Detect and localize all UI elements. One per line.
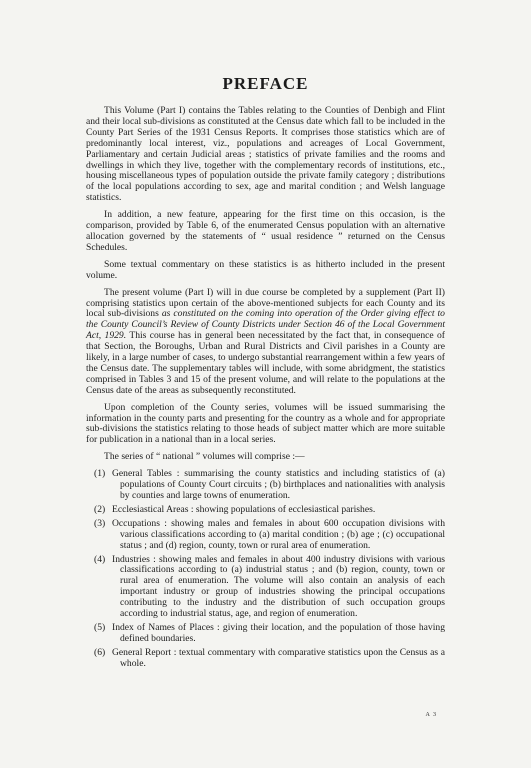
list-item-number: (3) [94, 517, 106, 529]
paragraph-supplement-start: The present volume (Part I) will in due course be completed by a supplement (Part II) comprising statistics upon certain of the above-mentioned subjects for each County and its local sub-divisions [86, 286, 445, 320]
list-item-number: (5) [94, 621, 106, 633]
list-item [86, 623, 445, 645]
page-folio: A 3 [425, 712, 437, 718]
page-title: PREFACE [222, 74, 309, 93]
paragraph-supplement-italic: as constituted on the coming into operation of the Order giving effect to the County Council’s Review of County Districts under Section 46 of the Local Government Act, 1929. [86, 308, 445, 342]
paragraph-county-series: Upon completion of the County series, volumes will be issued summarising the information in the county parts and presenting for the country as a whole and for appropriate sub-divisions the statistics relating to those heads of subject matter which are more suitable for publication in a national than in a local series. [86, 401, 445, 446]
paragraph-new-feature: In addition, a new feature, appearing for the first time on this occasion, is the comparison, provided by Table 6, of the enumerated Census population with an alternative allocation governed by the statements of “ usual residence ” returned on the Census Schedules. [86, 209, 445, 253]
list-item-number: (4) [94, 553, 106, 565]
paragraph-commentary: Some textual commentary on these statistics is as hitherto included in the present volume. [86, 258, 445, 281]
list-item-text: General Report : textual commentary with comparative statistics upon the Census as a whole. [112, 646, 445, 669]
paragraph-volume-contents: This Volume (Part I) contains the Tables relating to the Counties of Denbigh and Flint and their local sub-divisions as constituted at the Census date which fall to be included in the County Part Series of the 1931 Census Reports. It comprises those statistics which are of predominantly local interest, viz., populations and acreages of Local Government, Parliamentary and certain Judicial areas ; statistics of private families and the rooms and dwellings in which they live, together with the complementary records of institutions, etc., housing miscellaneous types of population outside the private family category ; distributions of the local populations according to sex, age and marital condition ; and Welsh language statistics. [86, 105, 445, 204]
list-item-text: Index of Names of Places : giving their location, and the population of those having defined boundaries. [112, 621, 445, 644]
list-item-text: Occupations : showing males and females in about 600 occupation divisions with various classifications according to (a) marital condition ; (b) age ; (c) occupational status ; and (d) region, county, town or rural area of enumeration. [112, 517, 445, 551]
list-item-number: (2) [94, 503, 106, 515]
list-item [86, 555, 445, 620]
list-item [86, 519, 445, 552]
national-volumes-list [86, 469, 445, 669]
list-item-text: General Tables : summarising the county statistics and including statistics of (a) populations of County Court circuits ; (b) birthplaces and nationalities with analysis by counties and large towns of enumeration. [112, 468, 445, 501]
list-item [86, 505, 445, 516]
list-item-number: (1) [94, 468, 106, 480]
list-item [86, 469, 445, 502]
list-item [86, 648, 445, 670]
list-item-text: Ecclesiastical Areas : showing populations of ecclesiastical parishes. [112, 503, 376, 515]
paragraph-national-intro: The series of “ national ” volumes will comprise :— [104, 451, 305, 463]
list-item-text: Industries : showing males and females in about 400 industry divisions with various classifications according to (a) industrial status ; and (b) region, county, town or rural area of enumeration. The volume will also contain an analysis of each important industry or group of industries showing the principal occupations contributing to the industry and the distribution of such occupation groups according to industrial status, age, and region of enumeration. [112, 553, 445, 620]
paragraph-supplement-end: This course has in general been necessitated by the fact that, in consequence of that Section, the Boroughs, Urban and Rural Districts and Civil parishes in a County are likely, in a large number of cases, to undergo substantial rearrangement within a few years of the Census date. The supplementary tables will include, with some abridgment, the statistics comprised in Tables 3 and 15 of the present volume, and will relate to the populations at the Census date of the areas as subsequently reconstituted. [86, 330, 446, 396]
paragraph-supplement [86, 288, 445, 397]
list-item-number: (6) [94, 646, 106, 658]
